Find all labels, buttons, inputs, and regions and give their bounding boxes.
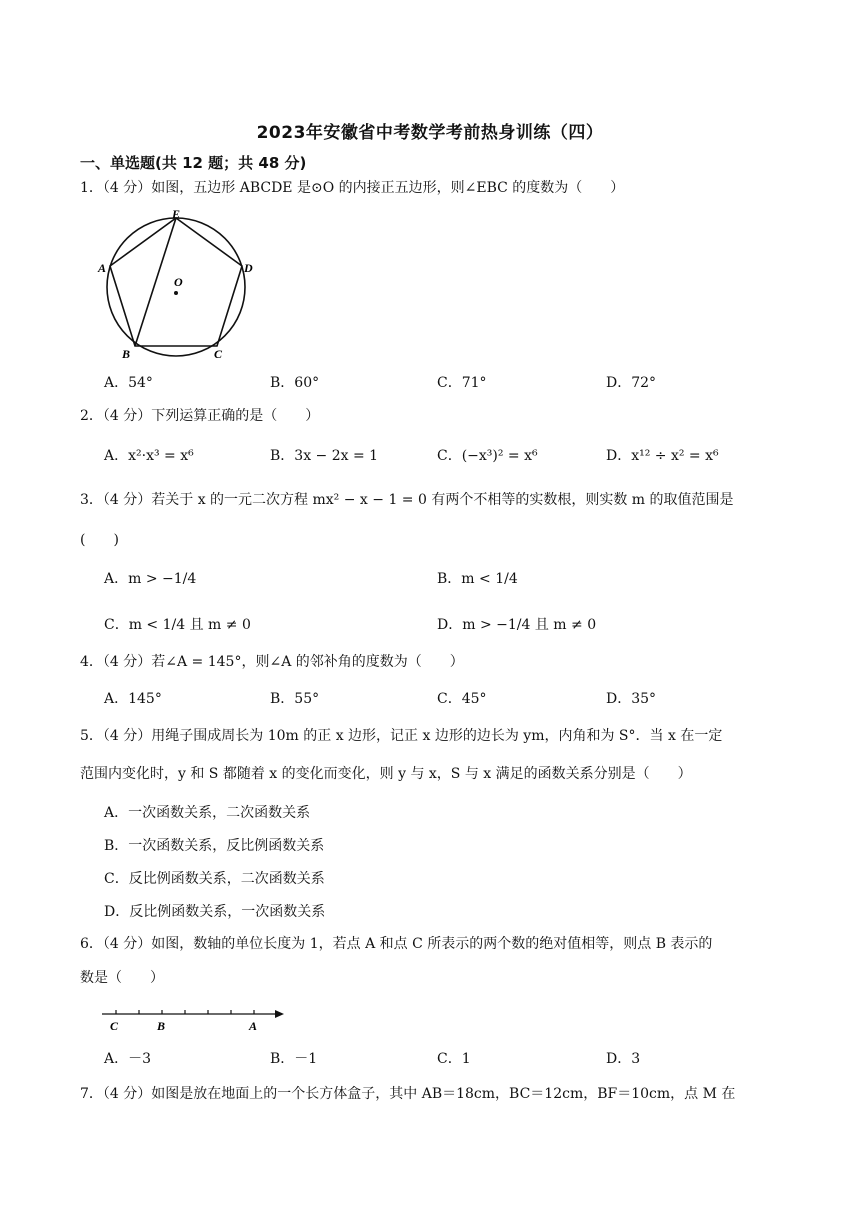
label-B: B xyxy=(122,347,131,361)
q5-option-c: C．反比例函数关系，二次函数关系 xyxy=(104,871,325,887)
question-5-stem-line2: 范围内变化时，y 和 S 都随着 x 的变化而变化，则 y 与 x，S 与 x 满足的函数关系分别是（ ） xyxy=(80,766,692,782)
q3-option-d: D．m > −1/4 且 m ≠ 0 xyxy=(437,617,597,633)
q6-option-b: B．－1 xyxy=(270,1051,318,1067)
question-1-stem: 1．（4 分）如图，五边形 ABCDE 是⊙O 的内接正五边形，则∠EBC 的度数为（ ） xyxy=(80,180,625,196)
numline-label-A: A xyxy=(249,1019,258,1033)
question-6-stem-line2: 数是（ ） xyxy=(80,970,164,986)
q4-option-c: C．45° xyxy=(437,691,487,707)
q4-option-a: A．145° xyxy=(104,691,162,707)
page-title: 2023年安徽省中考数学考前热身训练（四） xyxy=(256,123,604,143)
q2-option-c: C．(−x³)² = x⁶ xyxy=(437,448,538,464)
q3-option-a: A．m > −1/4 xyxy=(104,571,197,587)
label-O: O xyxy=(174,275,183,289)
q1-option-d: D．72° xyxy=(606,375,657,391)
q5-option-b: B．一次函数关系，反比例函数关系 xyxy=(104,838,325,854)
q1-option-c: C．71° xyxy=(437,375,487,391)
question-6-stem-line1: 6．（4 分）如图，数轴的单位长度为 1，若点 A 和点 C 所表示的两个数的绝对值相等，则点 B 表示的 xyxy=(80,936,713,952)
label-A: A xyxy=(98,261,107,275)
q2-option-a: A．x²·x³ = x⁶ xyxy=(104,448,194,464)
q3-option-b: B．m < 1/4 xyxy=(437,571,518,587)
q6-option-c: C．1 xyxy=(437,1051,471,1067)
q4-option-b: B．55° xyxy=(270,691,320,707)
q1-option-a: A．54° xyxy=(104,375,153,391)
q4-option-d: D．35° xyxy=(606,691,657,707)
q2-option-b: B．3x − 2x = 1 xyxy=(270,448,379,464)
section-heading: 一、单选题(共 12 题；共 48 分) xyxy=(80,154,307,172)
q5-option-d: D．反比例函数关系，一次函数关系 xyxy=(104,904,326,920)
q2-option-d: D．x¹² ÷ x² = x⁶ xyxy=(606,448,719,464)
question-2-stem: 2．（4 分）下列运算正确的是（ ） xyxy=(80,408,320,424)
q5-option-a: A．一次函数关系，二次函数关系 xyxy=(104,805,311,821)
pentagon-circle-figure xyxy=(92,202,262,367)
question-3-stem: 3．（4 分）若关于 x 的一元二次方程 mx² − x − 1 = 0 有两个不相等的实数根，则实数 m 的取值范围是 xyxy=(80,492,734,508)
number-line-figure xyxy=(98,1002,288,1034)
numline-label-B: B xyxy=(157,1019,166,1033)
label-C: C xyxy=(214,347,223,361)
q3-option-c: C．m < 1/4 且 m ≠ 0 xyxy=(104,617,251,633)
q1-option-b: B．60° xyxy=(270,375,320,391)
numline-label-C: C xyxy=(110,1019,119,1033)
label-D: D xyxy=(244,261,253,275)
question-5-stem-line1: 5．（4 分）用绳子围成周长为 10m 的正 x 边形，记正 x 边形的边长为 ym，内角和为 S°．当 x 在一定 xyxy=(80,728,723,744)
question-7-stem: 7．（4 分）如图是放在地面上的一个长方体盒子，其中 AB＝18cm，BC＝12cm，BF＝10cm，点 M 在 xyxy=(80,1086,736,1102)
q6-option-a: A．－3 xyxy=(104,1051,152,1067)
question-3-paren: ( ) xyxy=(80,532,119,548)
question-4-stem: 4．（4 分）若∠A = 145°，则∠A 的邻补角的度数为（ ） xyxy=(80,654,464,670)
label-E: E xyxy=(172,207,181,221)
q6-option-d: D．3 xyxy=(606,1051,641,1067)
